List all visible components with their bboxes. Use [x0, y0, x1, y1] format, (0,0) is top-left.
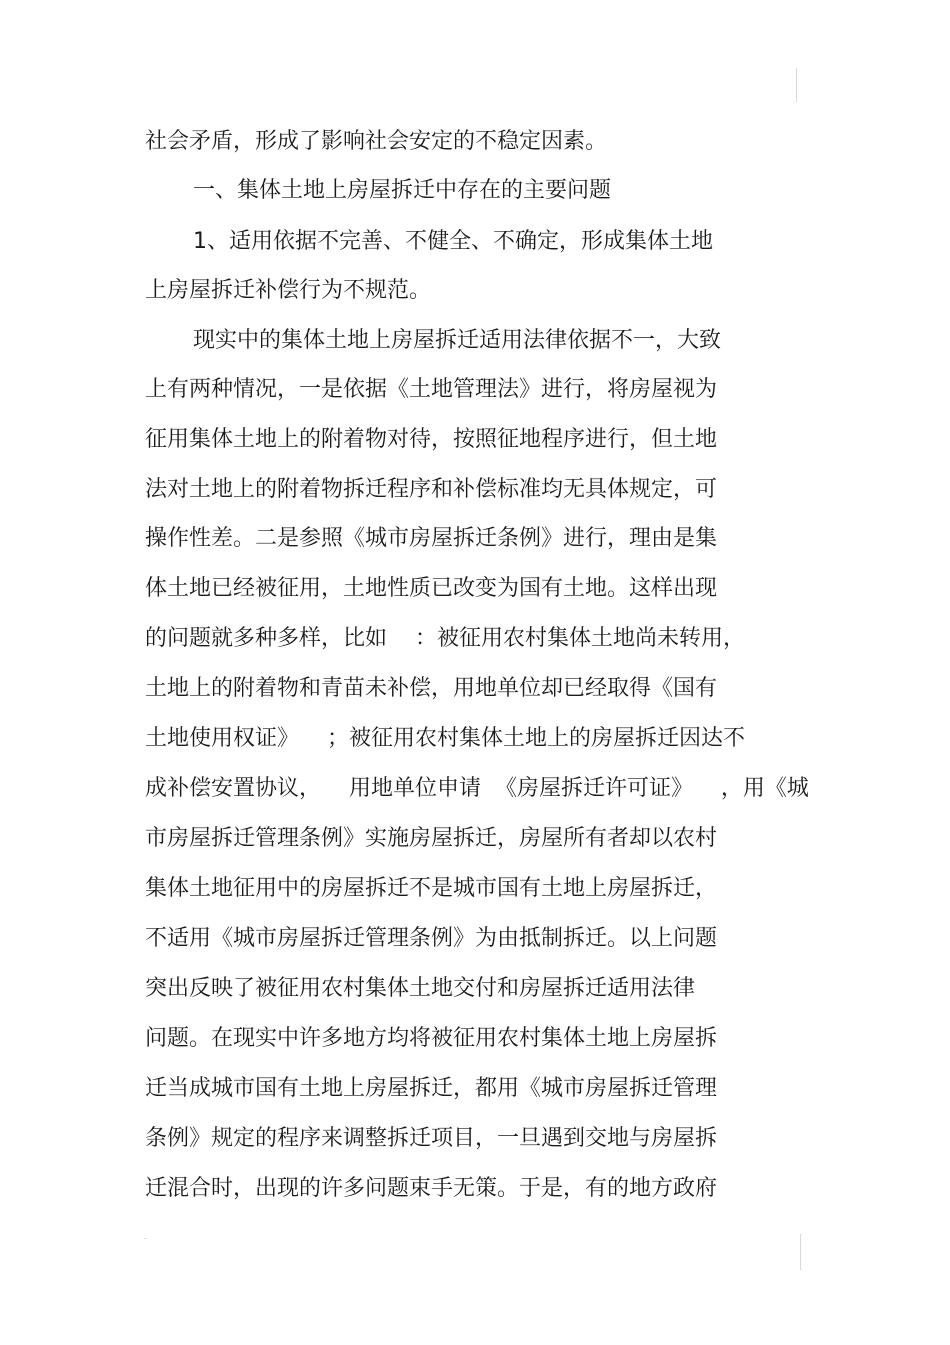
text-line: 社会矛盾，形成了影响社会安定的不稳定因素。 — [145, 129, 608, 154]
section-heading: 一、集体土地上房屋拆迁中存在的主要问题 — [193, 178, 612, 203]
paragraph-line: 条例》规定的程序来调整拆迁项目，一旦遇到交地与房屋拆 — [145, 1126, 718, 1151]
paragraph-line: 集体土地征用中的房屋拆迁不是城市国有土地上房屋拆迁， — [145, 876, 718, 901]
page-corner-mark-dot — [144, 1238, 147, 1239]
paragraph-line: 上有两种情况，一是依据《土地管理法》进行，将房屋视为 — [145, 377, 718, 402]
paragraph-line: 的问题就多种多样，比如 ：被征用农村集体土地尚未转用， — [145, 626, 745, 651]
paragraph-line: 突出反映了被征用农村集体土地交付和房屋拆迁适用法律 — [145, 976, 696, 1001]
paragraph-line: 迁混合时，出现的许多问题束手无策。于是，有的地方政府 — [145, 1176, 718, 1201]
paragraph-line: 问题。在现实中许多地方均将被征用农村集体土地上房屋拆 — [145, 1026, 718, 1051]
paragraph-line: 体土地已经被征用，土地性质已改变为国有土地。这样出现 — [145, 576, 718, 601]
page-corner-mark-top — [796, 68, 797, 102]
subsection-heading: 1、适用依据不完善、不健全、不确定，形成集体土地 — [193, 229, 713, 254]
paragraph-line: 现实中的集体土地上房屋拆迁适用法律依据不一，大致 — [193, 328, 722, 353]
paragraph-line: 不适用《城市房屋拆迁管理条例》为由抵制拆迁。以上问题 — [145, 926, 718, 951]
paragraph-line: 土地上的附着物和青苗未补偿，用地单位却已经取得《国有 — [145, 676, 718, 701]
paragraph-line: 迁当成城市国有土地上房屋拆迁，都用《城市房屋拆迁管理 — [145, 1076, 718, 1101]
subsection-heading-continued: 上房屋拆迁补偿行为不规范。 — [145, 278, 432, 303]
paragraph-line: 成补偿安置协议， 用地单位申请 《房屋拆迁许可证》 ，用《城 — [145, 776, 809, 801]
paragraph-line: 土地使用权证》 ；被征用农村集体土地上的房屋拆迁因达不 — [145, 726, 745, 751]
page-corner-mark-bottom — [800, 1234, 801, 1270]
paragraph-line: 法对土地上的附着物拆迁程序和补偿标准均无具体规定，可 — [145, 477, 718, 502]
paragraph-line: 操作性差。二是参照《城市房屋拆迁条例》进行，理由是集 — [145, 526, 718, 551]
paragraph-line: 征用集体土地上的附着物对待，按照征地程序进行，但土地 — [145, 427, 718, 452]
paragraph-line: 市房屋拆迁管理条例》实施房屋拆迁，房屋所有者却以农村 — [145, 826, 718, 851]
